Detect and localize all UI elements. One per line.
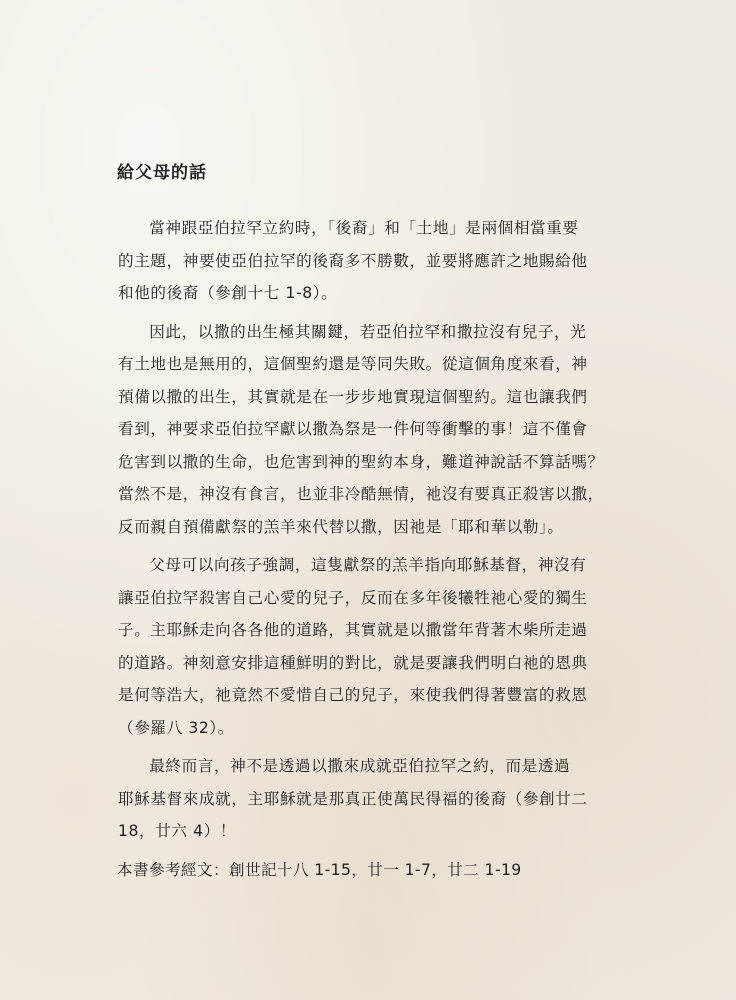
body-text [118, 212, 618, 854]
paragraph-conclusion: 最終而言，神不是透過以撒來成就亞伯拉罕之約，而是透過 耶穌基督來成就，主耶穌就是那真正使萬民得福的後裔（參創廿二 18，廿六 4）！ [118, 757, 588, 840]
page-heading: 給父母的話 [117, 163, 207, 183]
scripture-references: 本書參考經文：創世記十八 1-15，廿一 1-7，廿二 1-19 [117, 861, 522, 879]
paragraph-covenant: 當神跟亞伯拉罕立約時，「後裔」和「土地」是兩個相當重要 的主題，神要使亞伯拉罕的後裔多不勝數，並要將應許之地賜給他 和他的後裔（參創十七 1-8）。 [118, 219, 588, 302]
paragraph-lamb: 父母可以向孩子強調，這隻獻祭的羔羊指向耶穌基督，神沒有 讓亞伯拉罕殺害自己心愛的兒子，反而在多年後犧牲祂心愛的獨生 子。主耶穌走向各各他的道路，其實就是以撒當年背著木柴所走過 的道路。神刻意安排這種鮮明的對比，就是要讓我們明白祂的恩典 是何等浩大，祂竟然不愛惜自己的兒子，來使我們得著豐富的救恩 （參羅八 32）。 [118, 556, 588, 737]
paragraph-isaac: 因此，以撒的出生極其關鍵，若亞伯拉罕和撒拉沒有兒子，光 有土地也是無用的，這個聖約還是等同失敗。從這個角度來看，神 預備以撒的出生，其實就是在一步步地實現這個聖約。這也讓我們 看到，神要求亞伯拉罕獻以撒為祭是一件何等衝擊的事！這不僅會 危害到以撒的生命，也危害到神的聖約本身，難道神說話不算話嗎？ 當然不是，神沒有食言，也並非冷酷無情，祂沒有要真正殺害以撒， 反而親自預備獻祭的羔羊來代替以撒，因祂是「耶和華以勒」。 [118, 322, 604, 536]
